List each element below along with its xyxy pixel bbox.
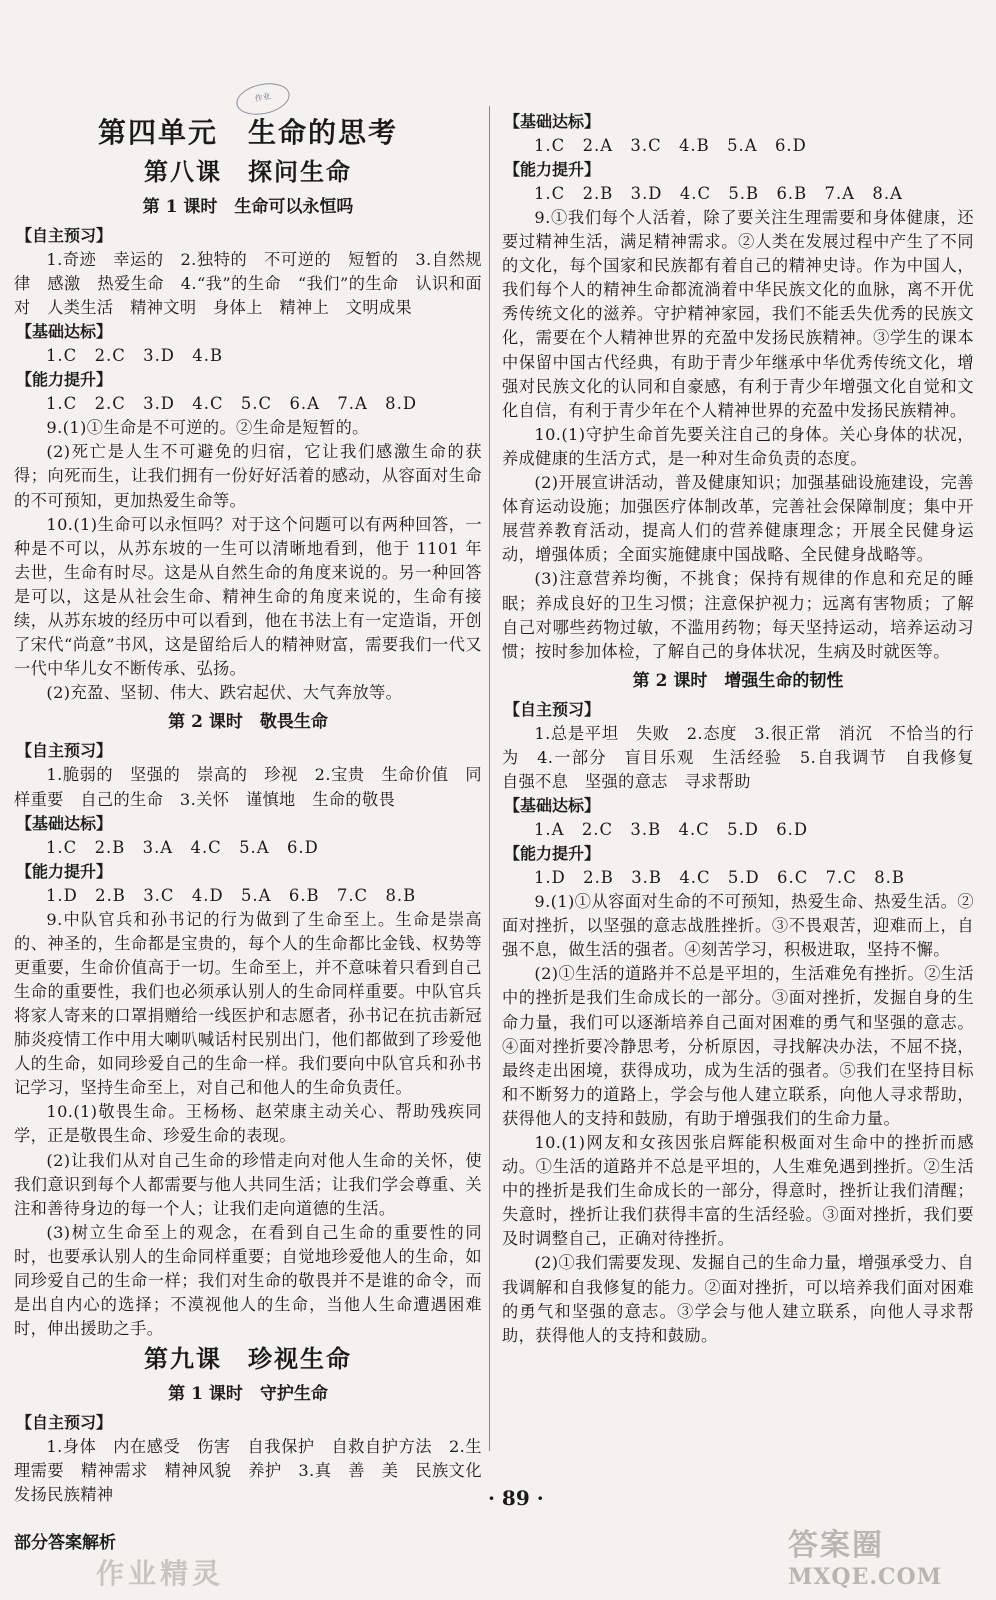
preview-answers: 1.脆弱的 坚强的 崇高的 珍视 2.宝贵 生命价值 同样重要 自己的生命 3.关怀 谨慎地 生命的敬畏 — [14, 765, 482, 809]
watermark-url: MXQE.COM — [788, 1564, 943, 1590]
answer-paragraph: 10.(1)守护生命首先要关注自己的身体。关心身体的状况，养成健康的生活方式，是一种对生命负责的态度。 — [502, 424, 974, 468]
answer-paragraph: (2)让我们从对自己生命的珍惜走向对他人生命的关怀，使我们意识到每个人都需要与他人共同生活；让我们学会尊重、关注和善待身边的每一个人；让我们走向道德的生活。 — [14, 1150, 482, 1218]
choice-answers: 1.D 2.B 3.B 4.C 5.D 6.C 7.C 8.B — [534, 868, 905, 888]
lesson-9-period-1-title: 第 1 课时 守护生命 — [168, 1384, 328, 1405]
right-column — [502, 110, 991, 1348]
section-heading: 【自主预习】 — [16, 226, 113, 245]
lesson-8-title: 第八课 探问生命 — [144, 157, 352, 186]
page-number: · 89 · — [488, 1486, 544, 1510]
answer-paragraph: (3)注意营养均衡，不挑食；保持有规律的作息和充足的睡眠；养成良好的卫生习惯；注意保护视力；远离有害物质；了解自己对哪些药物过敏，不滥用药物；每天坚持运动，培养运动习惯；按时参加体检，了解自己的身体状况，生病及时就医等。 — [502, 569, 974, 661]
answer-paragraph: (2)①生活的道路并不总是平坦的，生活难免有挫折。②生活中的挫折是我们生命成长的一部分。③面对挫折，发掘自身的生命力量，我们可以逐渐培养自己面对困难的勇气和坚强的意志。④面对挫折要冷静思考，分析原因，寻找解决办法，不屈不挠，最终走出困境，获得成功，成为生活的强者。⑤我们在坚持目标和不断努力的道路上，学会与他人建立联系，向他人寻求帮助，获得他人的支持和鼓励，有助于增强我们的生命力量。 — [502, 964, 974, 1128]
section-heading: 【基础达标】 — [504, 112, 601, 131]
answer-paragraph: 10.(1)网友和女孩因张启辉能积极面对生命中的挫折而感动。①生活的道路并不总是平坦的，人生难免遇到挫折。②生活中的挫折是我们生命成长的一部分，得意时，挫折让我们清醒；失意时，挫折让我们获得丰富的生活经验。③面对挫折，我们要及时调整自己，正确对待挫折。 — [502, 1133, 974, 1249]
section-heading: 【基础达标】 — [16, 813, 113, 833]
answer-paragraph: 10.(1)敬畏生命。王杨杨、赵荣康主动关心、帮助残疾同学，正是敬畏生命、珍爱生命的表现。 — [14, 1102, 482, 1146]
choice-answers: 1.C 2.A 3.C 4.B 5.A 6.D — [534, 136, 807, 155]
preview-answers: 1.奇迹 幸运的 2.独特的 不可逆的 短暂的 3.自然规律 感激 热爱生命 4.“我”的生命 “我们”的生命 认识和面对 人类生活 精神文明 身体上 精神上 文明成果 — [14, 250, 482, 318]
choice-answers: 1.C 2.C 3.D 4.C 5.C 6.A 7.A 8.D — [46, 394, 417, 414]
answer-paragraph: (2)①我们需要发现、发掘自己的生命力量，增强承受力、自我调解和自我修复的能力。②面对挫折，可以培养我们面对困难的勇气和坚强的意志。③学会与他人建立联系，向他人寻求帮助，获得他人的支持和鼓励。 — [502, 1253, 974, 1345]
column-divider — [489, 106, 490, 1451]
lesson-9-title: 第九课 珍视生命 — [144, 1344, 352, 1374]
section-heading: 【自主预习】 — [16, 741, 113, 761]
answer-paragraph: (2)充盈、坚韧、伟大、跌宕起伏、大气奔放等。 — [46, 683, 403, 703]
answer-paragraph: (2)开展宣讲活动，普及健康知识；加强基础设施建设，完善体育运动设施；加强医疗体制改革，完善社会保障制度；集中开展营养教育活动，提高人们的营养健康理念；开展全民健身运动，增强体质；全面实施健康中国战略、全民健身战略等。 — [502, 473, 974, 565]
lesson-8-period-1-title: 第 1 课时 生命可以永恒吗 — [142, 197, 354, 217]
watermark-right — [788, 1520, 978, 1596]
section-heading: 【能力提升】 — [16, 861, 113, 881]
section-heading: 【能力提升】 — [504, 844, 601, 864]
answer-paragraph: (2)死亡是人生不可避免的归宿，它让我们感激生命的获得；向死而生，让我们拥有一份好好活着的感动，从容面对生命的不可预知，更加热爱生命等。 — [14, 442, 482, 510]
unit-title: 第四单元 生命的思考 — [97, 116, 398, 149]
left-column — [14, 100, 499, 1508]
section-heading: 【能力提升】 — [16, 370, 113, 390]
answer-paragraph: 9.(1)①从容面对生命的不可预知，热爱生命、热爱生活。②面对挫折，以坚强的意志战胜挫折。③不畏艰苦，迎难而上，自强不息，做生活的强者。④刻苦学习，积极进取，坚持不懈。 — [502, 892, 974, 960]
footer-label: 部分答案解析 — [14, 1533, 116, 1553]
preview-answers: 1.总是平坦 失败 2.态度 3.很正常 消沉 不恰当的行为 4.一部分 盲目乐观 生活经验 5.自我调节 自我修复 自强不息 坚强的意志 寻求帮助 — [502, 723, 991, 791]
answer-paragraph: 10.(1)生命可以永恒吗？对于这个问题可以有两种回答，一种是不可以，从苏东坡的一生可以清晰地看到，他于 1101 年去世，生命有时尽。这是从自然生命的角度来说的。另一种回答是可以，这是从社会生命、精神生命的角度来说的，生命有接续，从苏东坡的经历中可以看到，他在书法上有一定造诣，开创了宋代“尚意”书风，这是留给后人的精神财富，需要我们一代又一代中华儿女不断传承、弘扬。 — [14, 514, 482, 679]
answer-paragraph: 9.①我们每个人活着，除了要关注生理需要和身体健康，还要过精神生活，满足精神需求。②人类在发展过程中产生了不同的文化，每个国家和民族都有着自己的精神史诗。作为中国人，我们每个人的精神生命都流淌着中华民族文化的血脉，离不开优秀传统文化的滋养。守护精神家园，我们不能丢失优秀的民族文化，需要在个人精神世界的充盈中发扬民族精神。③学生的课本中保留中国古代经典，有助于青少年继承中华优秀传统文化，增强对民族文化的认同和自豪感，有利于青少年增强文化自觉和文化自信，有利于青少年在个人精神世界的充盈中发扬民族精神。 — [502, 208, 974, 420]
choice-answers: 1.D 2.B 3.C 4.D 5.A 6.B 7.C 8.B — [46, 885, 417, 905]
answer-paragraph: 9.中队官兵和孙书记的行为做到了生命至上。生命是崇高的、神圣的，生命都是宝贵的，每个人的生命都比金钱、权势等更重要，生命价值高于一切。生命至上，并不意味着只看到自己生命的重要性，我们也必须承认别人的生命同样重要。中队官兵将家人寄来的口罩捐赠给一线医护和志愿者，孙书记在抗击新冠肺炎疫情工作中用大喇叭喊话村民别出门，他们都做到了珍爱他人的生命，如同珍爱自己的生命一样。我们要向中队官兵和孙书记学习，坚持生命至上，对自己和他人的生命负责任。 — [14, 909, 482, 1098]
homework-stamp: 作业 — [233, 79, 292, 120]
lesson-9-period-2-title: 第 2 课时 增强生命的韧性 — [632, 670, 844, 691]
preview-answers: 1.身体 内在感受 伤害 自我保护 自救自护方法 2.生理需要 精神需求 精神风貌 养护 3.真 善 美 民族文化 发扬民族精神 — [14, 1437, 499, 1505]
section-heading: 【基础达标】 — [16, 322, 113, 342]
section-heading: 【自主预习】 — [16, 1413, 113, 1433]
choice-answers: 1.C 2.B 3.D 4.C 5.B 6.B 7.A 8.A — [534, 184, 903, 203]
choice-answers: 1.C 2.B 3.A 4.C 5.A 6.D — [46, 837, 319, 857]
answer-paragraph: 9.(1)①生命是不可逆的。②生命是短暂的。 — [46, 418, 369, 438]
watermark-logo-text: 答案圈 — [788, 1528, 884, 1563]
section-heading: 【基础达标】 — [504, 796, 601, 816]
watermark-left: 作业精灵 — [96, 1557, 225, 1590]
section-heading: 【自主预习】 — [504, 699, 601, 719]
lesson-8-period-2-title: 第 2 课时 敬畏生命 — [168, 712, 328, 733]
choice-answers: 1.C 2.C 3.D 4.B — [46, 346, 223, 366]
section-heading: 【能力提升】 — [504, 160, 601, 179]
answer-paragraph: (3)树立生命至上的观念，在看到自己生命的重要性的同时，也要承认别人的生命同样重要；自觉地珍爱他人的生命，如同珍爱自己的生命一样；我们对生命的敬畏并不是谁的命令，而是出自内心的选择；不漠视他人的生命，当他人生命遭遇困难时，伸出援助之手。 — [14, 1222, 482, 1339]
choice-answers: 1.A 2.C 3.B 4.C 5.D 6.D — [534, 820, 809, 840]
